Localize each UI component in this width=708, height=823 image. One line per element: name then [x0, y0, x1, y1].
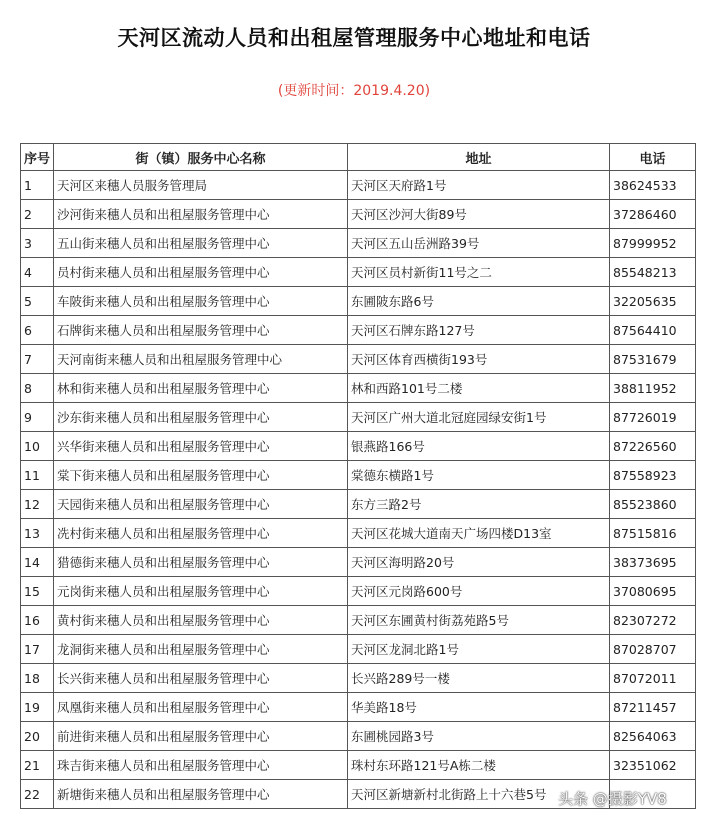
cell-phone: 87999952 — [610, 229, 696, 258]
table-row — [21, 171, 696, 200]
cell-index: 10 — [21, 432, 54, 461]
cell-phone: 85548213 — [610, 258, 696, 287]
cell-phone: 85523860 — [610, 490, 696, 519]
cell-center-name: 凤凰街来穗人员和出租屋服务管理中心 — [54, 693, 348, 722]
cell-address: 天河区沙河大街89号 — [348, 200, 610, 229]
table-row — [21, 229, 696, 258]
table-row — [21, 258, 696, 287]
cell-index: 22 — [21, 780, 54, 809]
cell-index: 21 — [21, 751, 54, 780]
table-body — [21, 171, 696, 809]
cell-center-name: 天河南街来穗人员和出租屋服务管理中心 — [54, 345, 348, 374]
header-phone: 电话 — [610, 144, 696, 171]
cell-center-name: 元岗街来穗人员和出租屋服务管理中心 — [54, 577, 348, 606]
cell-index: 6 — [21, 316, 54, 345]
table-row — [21, 490, 696, 519]
cell-address: 天河区天府路1号 — [348, 171, 610, 200]
cell-phone: 87515816 — [610, 519, 696, 548]
cell-center-name: 龙洞街来穗人员和出租屋服务管理中心 — [54, 635, 348, 664]
cell-center-name: 车陂街来穗人员和出租屋服务管理中心 — [54, 287, 348, 316]
cell-center-name: 黄村街来穗人员和出租屋服务管理中心 — [54, 606, 348, 635]
cell-center-name: 林和街来穗人员和出租屋服务管理中心 — [54, 374, 348, 403]
cell-index: 20 — [21, 722, 54, 751]
table-row — [21, 287, 696, 316]
cell-address: 长兴路289号一楼 — [348, 664, 610, 693]
cell-address: 天河区石牌东路127号 — [348, 316, 610, 345]
cell-index: 14 — [21, 548, 54, 577]
cell-center-name: 兴华街来穗人员和出租屋服务管理中心 — [54, 432, 348, 461]
cell-address: 林和西路101号二楼 — [348, 374, 610, 403]
cell-address: 天河区新塘新村北街路上十六巷5号 — [348, 780, 610, 809]
cell-center-name: 员村街来穗人员和出租屋服务管理中心 — [54, 258, 348, 287]
cell-phone: 37286460 — [610, 200, 696, 229]
header-address: 地址 — [348, 144, 610, 171]
cell-address: 天河区海明路20号 — [348, 548, 610, 577]
cell-index: 17 — [21, 635, 54, 664]
watermark: 头条 @摄影YV8 — [558, 790, 667, 808]
cell-address: 天河区五山岳洲路39号 — [348, 229, 610, 258]
table-row — [21, 200, 696, 229]
cell-index: 3 — [21, 229, 54, 258]
cell-index: 7 — [21, 345, 54, 374]
cell-phone: 87072011 — [610, 664, 696, 693]
cell-address: 天河区龙洞北路1号 — [348, 635, 610, 664]
cell-center-name: 猎德街来穗人员和出租屋服务管理中心 — [54, 548, 348, 577]
update-time-note: (更新时间：2019.4.20) — [277, 83, 431, 99]
table-row — [21, 461, 696, 490]
table-row — [21, 374, 696, 403]
cell-address: 东方三路2号 — [348, 490, 610, 519]
cell-phone: 87564410 — [610, 316, 696, 345]
cell-index: 1 — [21, 171, 54, 200]
cell-phone: 32351062 — [610, 751, 696, 780]
cell-address: 天河区东圃黄村街荔苑路5号 — [348, 606, 610, 635]
cell-index: 12 — [21, 490, 54, 519]
cell-index: 8 — [21, 374, 54, 403]
cell-index: 15 — [21, 577, 54, 606]
cell-center-name: 石牌街来穗人员和出租屋服务管理中心 — [54, 316, 348, 345]
cell-index: 2 — [21, 200, 54, 229]
cell-phone: 37080695 — [610, 577, 696, 606]
cell-phone: 87211457 — [610, 693, 696, 722]
cell-center-name: 棠下街来穗人员和出租屋服务管理中心 — [54, 461, 348, 490]
cell-center-name: 天园街来穗人员和出租屋服务管理中心 — [54, 490, 348, 519]
table-row — [21, 432, 696, 461]
header-name: 街（镇）服务中心名称 — [54, 144, 348, 171]
service-center-table — [20, 143, 696, 809]
table-header-row — [21, 144, 696, 171]
table-row — [21, 519, 696, 548]
table-row — [21, 403, 696, 432]
cell-phone: 87028707 — [610, 635, 696, 664]
cell-address: 棠德东横路1号 — [348, 461, 610, 490]
cell-phone: 87726019 — [610, 403, 696, 432]
cell-center-name: 新塘街来穗人员和出租屋服务管理中心 — [54, 780, 348, 809]
cell-phone: 87558923 — [610, 461, 696, 490]
cell-phone: 32205635 — [610, 287, 696, 316]
cell-center-name: 前进街来穗人员和出租屋服务管理中心 — [54, 722, 348, 751]
table-row — [21, 548, 696, 577]
cell-phone: 38811952 — [610, 374, 696, 403]
table-row — [21, 635, 696, 664]
cell-address: 银燕路166号 — [348, 432, 610, 461]
cell-phone: 87531679 — [610, 345, 696, 374]
cell-phone: 38373695 — [610, 548, 696, 577]
cell-address: 天河区花城大道南天广场四楼D13室 — [348, 519, 610, 548]
table-row — [21, 316, 696, 345]
cell-index: 4 — [21, 258, 54, 287]
cell-center-name: 沙东街来穗人员和出租屋服务管理中心 — [54, 403, 348, 432]
cell-address: 东圃陂东路6号 — [348, 287, 610, 316]
cell-center-name: 冼村街来穗人员和出租屋服务管理中心 — [54, 519, 348, 548]
cell-index: 13 — [21, 519, 54, 548]
table-row — [21, 751, 696, 780]
cell-phone: 82564063 — [610, 722, 696, 751]
cell-center-name: 五山街来穗人员和出租屋服务管理中心 — [54, 229, 348, 258]
page-title: 天河区流动人员和出租屋管理服务中心地址和电话 — [117, 26, 591, 50]
cell-index: 19 — [21, 693, 54, 722]
table-row — [21, 693, 696, 722]
cell-center-name: 长兴街来穗人员和出租屋服务管理中心 — [54, 664, 348, 693]
cell-address: 天河区员村新街11号之二 — [348, 258, 610, 287]
cell-index: 11 — [21, 461, 54, 490]
table-row — [21, 577, 696, 606]
cell-index: 18 — [21, 664, 54, 693]
cell-address: 天河区体育西横街193号 — [348, 345, 610, 374]
cell-index: 5 — [21, 287, 54, 316]
table-row — [21, 664, 696, 693]
cell-address: 东圃桃园路3号 — [348, 722, 610, 751]
cell-address: 华美路18号 — [348, 693, 610, 722]
cell-index: 16 — [21, 606, 54, 635]
table-row — [21, 345, 696, 374]
cell-center-name: 珠吉街来穗人员和出租屋服务管理中心 — [54, 751, 348, 780]
header-index: 序号 — [21, 144, 54, 171]
cell-phone: 82307272 — [610, 606, 696, 635]
table-row — [21, 722, 696, 751]
cell-center-name: 天河区来穗人员服务管理局 — [54, 171, 348, 200]
cell-address: 天河区广州大道北冠庭园绿安街1号 — [348, 403, 610, 432]
cell-phone: 87226560 — [610, 432, 696, 461]
cell-phone: 38624533 — [610, 171, 696, 200]
cell-index: 9 — [21, 403, 54, 432]
cell-address: 珠村东环路121号A栋二楼 — [348, 751, 610, 780]
cell-center-name: 沙河街来穗人员和出租屋服务管理中心 — [54, 200, 348, 229]
cell-address: 天河区元岗路600号 — [348, 577, 610, 606]
table-row — [21, 606, 696, 635]
